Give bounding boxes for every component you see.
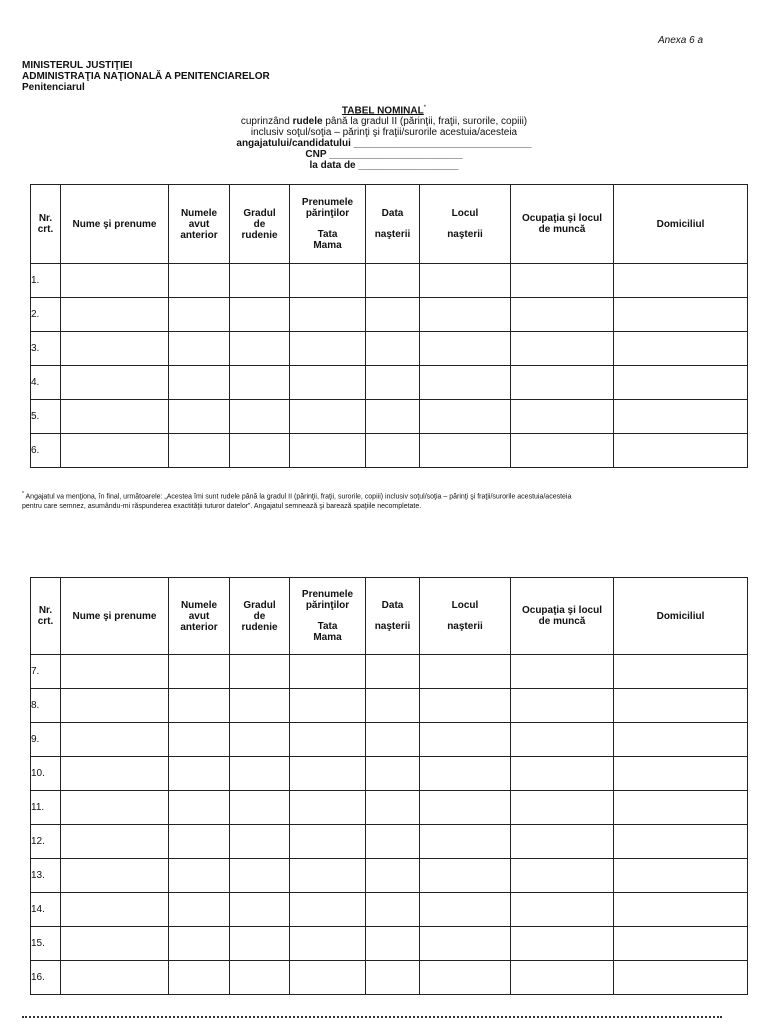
blank-entry-cell[interactable] [511,366,614,400]
blank-entry-cell[interactable] [290,893,366,927]
blank-entry-cell[interactable] [290,757,366,791]
blank-entry-cell[interactable] [61,689,169,723]
table-row [31,927,748,961]
blank-entry-cell[interactable] [420,723,511,757]
header-data-nasterii: Data naşterii [366,578,420,655]
blank-entry-cell[interactable] [169,859,230,893]
blank-entry-cell[interactable] [169,893,230,927]
blank-entry-cell[interactable] [511,655,614,689]
blank-entry-cell[interactable] [614,689,748,723]
header-gradul: Gradul de rudenie [230,578,290,655]
blank-entry-cell[interactable] [290,298,366,332]
header-prenumele-parintilor: Prenumele părinţilor Tata Mama [290,185,366,264]
row-number: 9. [31,723,61,757]
blank-entry-cell[interactable] [511,791,614,825]
header-domiciliul: Domiciliul [614,578,748,655]
blank-entry-cell[interactable] [366,366,420,400]
blank-entry-cell[interactable] [169,655,230,689]
blank-entry-cell[interactable] [614,825,748,859]
annex-label: Anexa 6 a [658,35,704,46]
header-nr: Nr. crt. [31,185,61,264]
header-locul-nasterii: Locul naşterii [420,578,511,655]
row-number: 13. [31,859,61,893]
blank-entry-cell[interactable] [614,723,748,757]
blank-entry-cell[interactable] [230,723,290,757]
blank-entry-cell[interactable] [511,825,614,859]
heading-line-1-bold: rudele [292,116,323,128]
page-bottom-edge-text [22,1016,722,1022]
organization-header [22,60,270,93]
blank-entry-cell[interactable] [169,434,230,468]
blank-entry-cell[interactable] [511,400,614,434]
blank-entry-cell[interactable] [420,434,511,468]
table-row [31,757,748,791]
blank-entry-cell[interactable] [61,961,169,995]
blank-entry-cell[interactable] [614,961,748,995]
blank-entry-cell[interactable] [511,757,614,791]
blank-entry-cell[interactable] [366,332,420,366]
header-nume: Nume şi prenume [61,578,169,655]
blank-entry-cell[interactable] [61,825,169,859]
header-locul-nasterii: Locul naşterii [420,185,511,264]
blank-entry-cell[interactable] [366,927,420,961]
blank-entry-cell[interactable] [230,332,290,366]
blank-entry-cell[interactable] [61,791,169,825]
blank-entry-cell[interactable] [366,757,420,791]
date-field: la data de __________________ [309,160,459,172]
blank-entry-cell[interactable] [230,366,290,400]
table-row [31,298,748,332]
blank-entry-cell[interactable] [366,859,420,893]
blank-entry-cell[interactable] [169,791,230,825]
header-data-nasterii: Data naşterii [366,185,420,264]
row-number: 1. [31,264,61,298]
blank-entry-cell[interactable] [169,400,230,434]
row-number: 16. [31,961,61,995]
header-ocupatia: Ocupaţia şi locul de muncă [511,578,614,655]
footnote-line-1: Angajatul va menţiona, în final, următoarele: „Acestea îmi sunt rudele până la gradul II (părinţii, fraţii, surorile, copiii) inclusiv soţul/soţia – părinţi şi fraţii/surorile acestuia/acesteia [23,493,572,501]
header-numele-anterior: Numele avut anterior [169,185,230,264]
blank-entry-cell[interactable] [230,689,290,723]
blank-entry-cell[interactable] [366,655,420,689]
blank-entry-cell[interactable] [61,893,169,927]
header-prenumele-parintilor: Prenumele părinţilor Tata Mama [290,578,366,655]
blank-entry-cell[interactable] [614,434,748,468]
blank-entry-cell[interactable] [614,757,748,791]
blank-entry-cell[interactable] [290,434,366,468]
blank-entry-cell[interactable] [511,893,614,927]
blank-entry-cell[interactable] [366,893,420,927]
footnote-line-2: pentru care semnez, asumându-mi răspunderea exactităţii tuturor datelor”. Angajatul semnează şi barează spaţiile necompletate. [22,503,422,511]
blank-entry-cell[interactable] [366,434,420,468]
blank-entry-cell[interactable] [61,264,169,298]
blank-entry-cell[interactable] [230,400,290,434]
penitentiary-label: Penitenciarul [22,82,85,93]
blank-entry-cell[interactable] [420,859,511,893]
blank-entry-cell[interactable] [169,689,230,723]
blank-entry-cell[interactable] [230,893,290,927]
blank-entry-cell[interactable] [420,366,511,400]
relatives-table-bottom [30,577,748,995]
blank-entry-cell[interactable] [614,332,748,366]
document-title: TABEL NOMINAL [341,105,424,117]
row-number: 14. [31,893,61,927]
table-row [31,434,748,468]
row-number: 7. [31,655,61,689]
blank-entry-cell[interactable] [511,961,614,995]
blank-entry-cell[interactable] [511,689,614,723]
blank-entry-cell[interactable] [511,927,614,961]
blank-entry-cell[interactable] [230,655,290,689]
blank-entry-cell[interactable] [61,298,169,332]
blank-entry-cell[interactable] [230,927,290,961]
header-gradul: Gradul de rudenie [230,185,290,264]
blank-entry-cell[interactable] [61,655,169,689]
header-ocupatia: Ocupaţia şi locul de muncă [511,185,614,264]
blank-entry-cell[interactable] [290,927,366,961]
blank-entry-cell[interactable] [366,723,420,757]
administration-name: ADMINISTRAŢIA NAŢIONALĂ A PENITENCIARELOR [22,71,270,82]
table-row [31,655,748,689]
row-number: 8. [31,689,61,723]
blank-entry-cell[interactable] [290,400,366,434]
blank-entry-cell[interactable] [61,927,169,961]
blank-entry-cell[interactable] [614,366,748,400]
blank-entry-cell[interactable] [61,434,169,468]
row-number: 10. [31,757,61,791]
blank-entry-cell[interactable] [61,332,169,366]
blank-entry-cell[interactable] [614,859,748,893]
blank-entry-cell[interactable] [366,400,420,434]
blank-entry-cell[interactable] [511,434,614,468]
heading-line-1-start: cuprinzând [240,116,293,128]
header-nume: Nume şi prenume [61,185,169,264]
blank-entry-cell[interactable] [511,859,614,893]
title-footnote-mark: * [423,105,427,111]
blank-entry-cell[interactable] [420,961,511,995]
ministry-name: MINISTERUL JUSTIŢIEI [22,60,133,71]
row-number: 12. [31,825,61,859]
row-number: 3. [31,332,61,366]
heading-line-1-end: până la gradul II (părinţii, fraţii, surorile, copiii) [322,116,528,128]
blank-entry-cell[interactable] [290,791,366,825]
header-domiciliul: Domiciliul [614,185,748,264]
document-heading [0,103,768,171]
blank-entry-cell[interactable] [230,298,290,332]
blank-entry-cell[interactable] [230,757,290,791]
row-number: 5. [31,400,61,434]
blank-entry-cell[interactable] [614,791,748,825]
blank-entry-cell[interactable] [366,791,420,825]
blank-entry-cell[interactable] [290,264,366,298]
cnp-field: CNP ________________________ [305,149,463,161]
heading-line-2: inclusiv soţul/soţia – părinţi şi fraţii/surorile acestuia/acesteia [250,127,518,139]
table-row [31,961,748,995]
blank-entry-cell[interactable] [169,264,230,298]
blank-entry-cell[interactable] [290,961,366,995]
table-row [31,366,748,400]
blank-entry-cell[interactable] [230,434,290,468]
blank-entry-cell[interactable] [614,927,748,961]
blank-entry-cell[interactable] [61,723,169,757]
blank-entry-cell[interactable] [420,689,511,723]
blank-entry-cell[interactable] [169,757,230,791]
blank-entry-cell[interactable] [614,264,748,298]
blank-entry-cell[interactable] [366,689,420,723]
table-row [31,791,748,825]
heading-line-1 [0,116,768,127]
header-numele-anterior: Numele avut anterior [169,578,230,655]
blank-entry-cell[interactable] [290,825,366,859]
blank-entry-cell[interactable] [420,825,511,859]
blank-entry-cell[interactable] [420,332,511,366]
employee-name-field: angajatului/candidatului ________________________________ [236,138,532,150]
blank-entry-cell[interactable] [169,332,230,366]
table-row [31,400,748,434]
table-row [31,264,748,298]
table-row [31,723,748,757]
blank-entry-cell[interactable] [420,655,511,689]
blank-entry-cell[interactable] [420,298,511,332]
table-header-row [31,578,748,655]
blank-entry-cell[interactable] [230,961,290,995]
table-row [31,689,748,723]
table-row [31,332,748,366]
blank-entry-cell[interactable] [230,791,290,825]
table-row [31,859,748,893]
header-nr: Nr. crt. [31,578,61,655]
blank-entry-cell[interactable] [169,961,230,995]
blank-entry-cell[interactable] [169,723,230,757]
row-number: 11. [31,791,61,825]
blank-entry-cell[interactable] [290,655,366,689]
blank-entry-cell[interactable] [61,859,169,893]
blank-entry-cell[interactable] [61,366,169,400]
blank-entry-cell[interactable] [290,859,366,893]
blank-entry-cell[interactable] [230,859,290,893]
blank-entry-cell[interactable] [290,332,366,366]
blank-entry-cell[interactable] [169,366,230,400]
blank-entry-cell[interactable] [614,400,748,434]
blank-entry-cell[interactable] [230,264,290,298]
blank-entry-cell[interactable] [61,400,169,434]
table-row [31,893,748,927]
blank-entry-cell[interactable] [511,723,614,757]
blank-entry-cell[interactable] [614,893,748,927]
blank-entry-cell[interactable] [420,400,511,434]
blank-entry-cell[interactable] [290,723,366,757]
blank-entry-cell[interactable] [290,366,366,400]
blank-entry-cell[interactable] [420,757,511,791]
blank-entry-cell[interactable] [420,791,511,825]
blank-entry-cell[interactable] [614,655,748,689]
blank-entry-cell[interactable] [420,927,511,961]
blank-entry-cell[interactable] [511,332,614,366]
blank-entry-cell[interactable] [366,961,420,995]
blank-entry-cell[interactable] [61,757,169,791]
blank-entry-cell[interactable] [420,264,511,298]
blank-entry-cell[interactable] [511,264,614,298]
blank-entry-cell[interactable] [169,298,230,332]
blank-entry-cell[interactable] [230,825,290,859]
row-number: 15. [31,927,61,961]
row-number: 2. [31,298,61,332]
row-number: 6. [31,434,61,468]
blank-entry-cell[interactable] [511,298,614,332]
blank-entry-cell[interactable] [169,825,230,859]
blank-entry-cell[interactable] [169,927,230,961]
blank-entry-cell[interactable] [290,689,366,723]
table-row [31,825,748,859]
relatives-table-top [30,184,748,468]
blank-entry-cell[interactable] [366,298,420,332]
footnote-mark: * [22,491,24,497]
blank-entry-cell[interactable] [366,825,420,859]
table-header-row [31,185,748,264]
blank-entry-cell[interactable] [420,893,511,927]
row-number: 4. [31,366,61,400]
footnote [22,489,752,512]
blank-entry-cell[interactable] [614,298,748,332]
blank-entry-cell[interactable] [366,264,420,298]
